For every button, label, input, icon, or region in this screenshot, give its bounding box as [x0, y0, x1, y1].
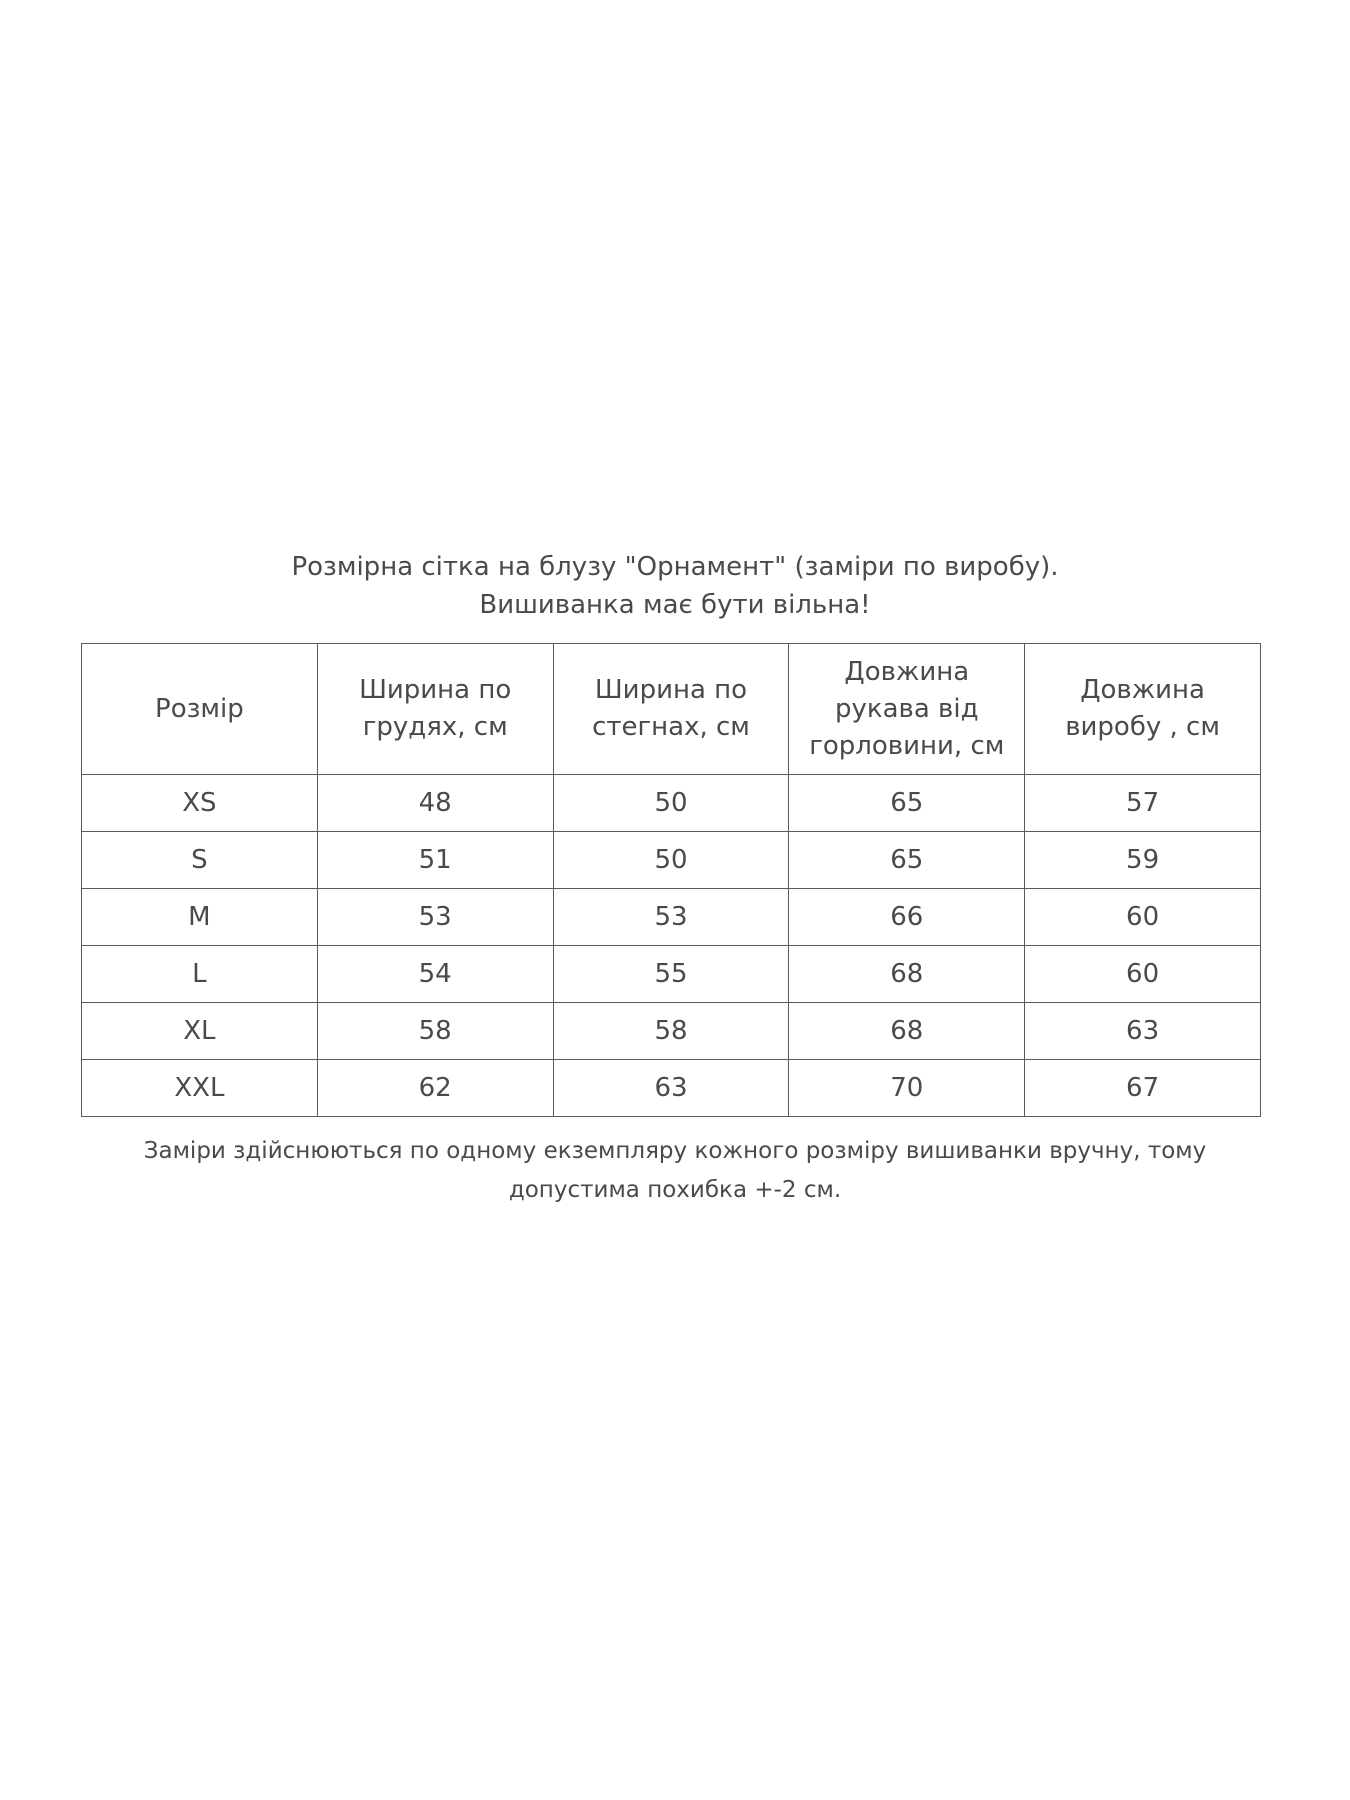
table-cell: M: [82, 889, 318, 946]
table-cell: 65: [789, 775, 1025, 832]
table-cell: 68: [789, 946, 1025, 1003]
table-cell: 66: [789, 889, 1025, 946]
table-cell: 54: [317, 946, 553, 1003]
table-row: [82, 889, 1261, 946]
table-cell: 58: [553, 1003, 789, 1060]
table-cell: 62: [317, 1060, 553, 1117]
header-sleeve-length: Довжина рукава від горловини, см: [789, 644, 1025, 775]
table-cell: 65: [789, 832, 1025, 889]
header-garment-length: Довжина виробу , см: [1025, 644, 1261, 775]
title-line-1: Розмірна сітка на блузу "Орнамент" (заміри по виробу).: [291, 552, 1059, 582]
table-cell: 60: [1025, 889, 1261, 946]
table-cell: 50: [553, 775, 789, 832]
table-cell: XL: [82, 1003, 318, 1060]
table-row: [82, 946, 1261, 1003]
table-cell: 70: [789, 1060, 1025, 1117]
table-cell: 63: [1025, 1003, 1261, 1060]
table-header-row: [82, 644, 1261, 775]
table-cell: 63: [553, 1060, 789, 1117]
header-size: Розмір: [82, 644, 318, 775]
table-cell: XS: [82, 775, 318, 832]
table-cell: 57: [1025, 775, 1261, 832]
table-cell: 68: [789, 1003, 1025, 1060]
table-cell: 55: [553, 946, 789, 1003]
table-cell: 59: [1025, 832, 1261, 889]
size-chart-table: [81, 643, 1261, 1117]
table-cell: S: [82, 832, 318, 889]
measurement-note: Заміри здійснюються по одному екземпляру кожного розміру вишиванки вручну, тому допустима похибка +-2 см.: [143, 1138, 1207, 1203]
table-row: [82, 1060, 1261, 1117]
table-cell: L: [82, 946, 318, 1003]
table-cell: 60: [1025, 946, 1261, 1003]
table-row: [82, 832, 1261, 889]
table-cell: 67: [1025, 1060, 1261, 1117]
table-cell: 58: [317, 1003, 553, 1060]
table-cell: XXL: [82, 1060, 318, 1117]
page-title: [0, 548, 1350, 624]
title-line-2: Вишиванка має бути вільна!: [479, 590, 871, 620]
table-cell: 53: [317, 889, 553, 946]
table-cell: 51: [317, 832, 553, 889]
table-cell: 50: [553, 832, 789, 889]
table-cell: 48: [317, 775, 553, 832]
table-cell: 53: [553, 889, 789, 946]
table-row: [82, 1003, 1261, 1060]
header-chest-width: Ширина по грудях, см: [317, 644, 553, 775]
table-row: [82, 775, 1261, 832]
header-hip-width: Ширина по стегнах, см: [553, 644, 789, 775]
